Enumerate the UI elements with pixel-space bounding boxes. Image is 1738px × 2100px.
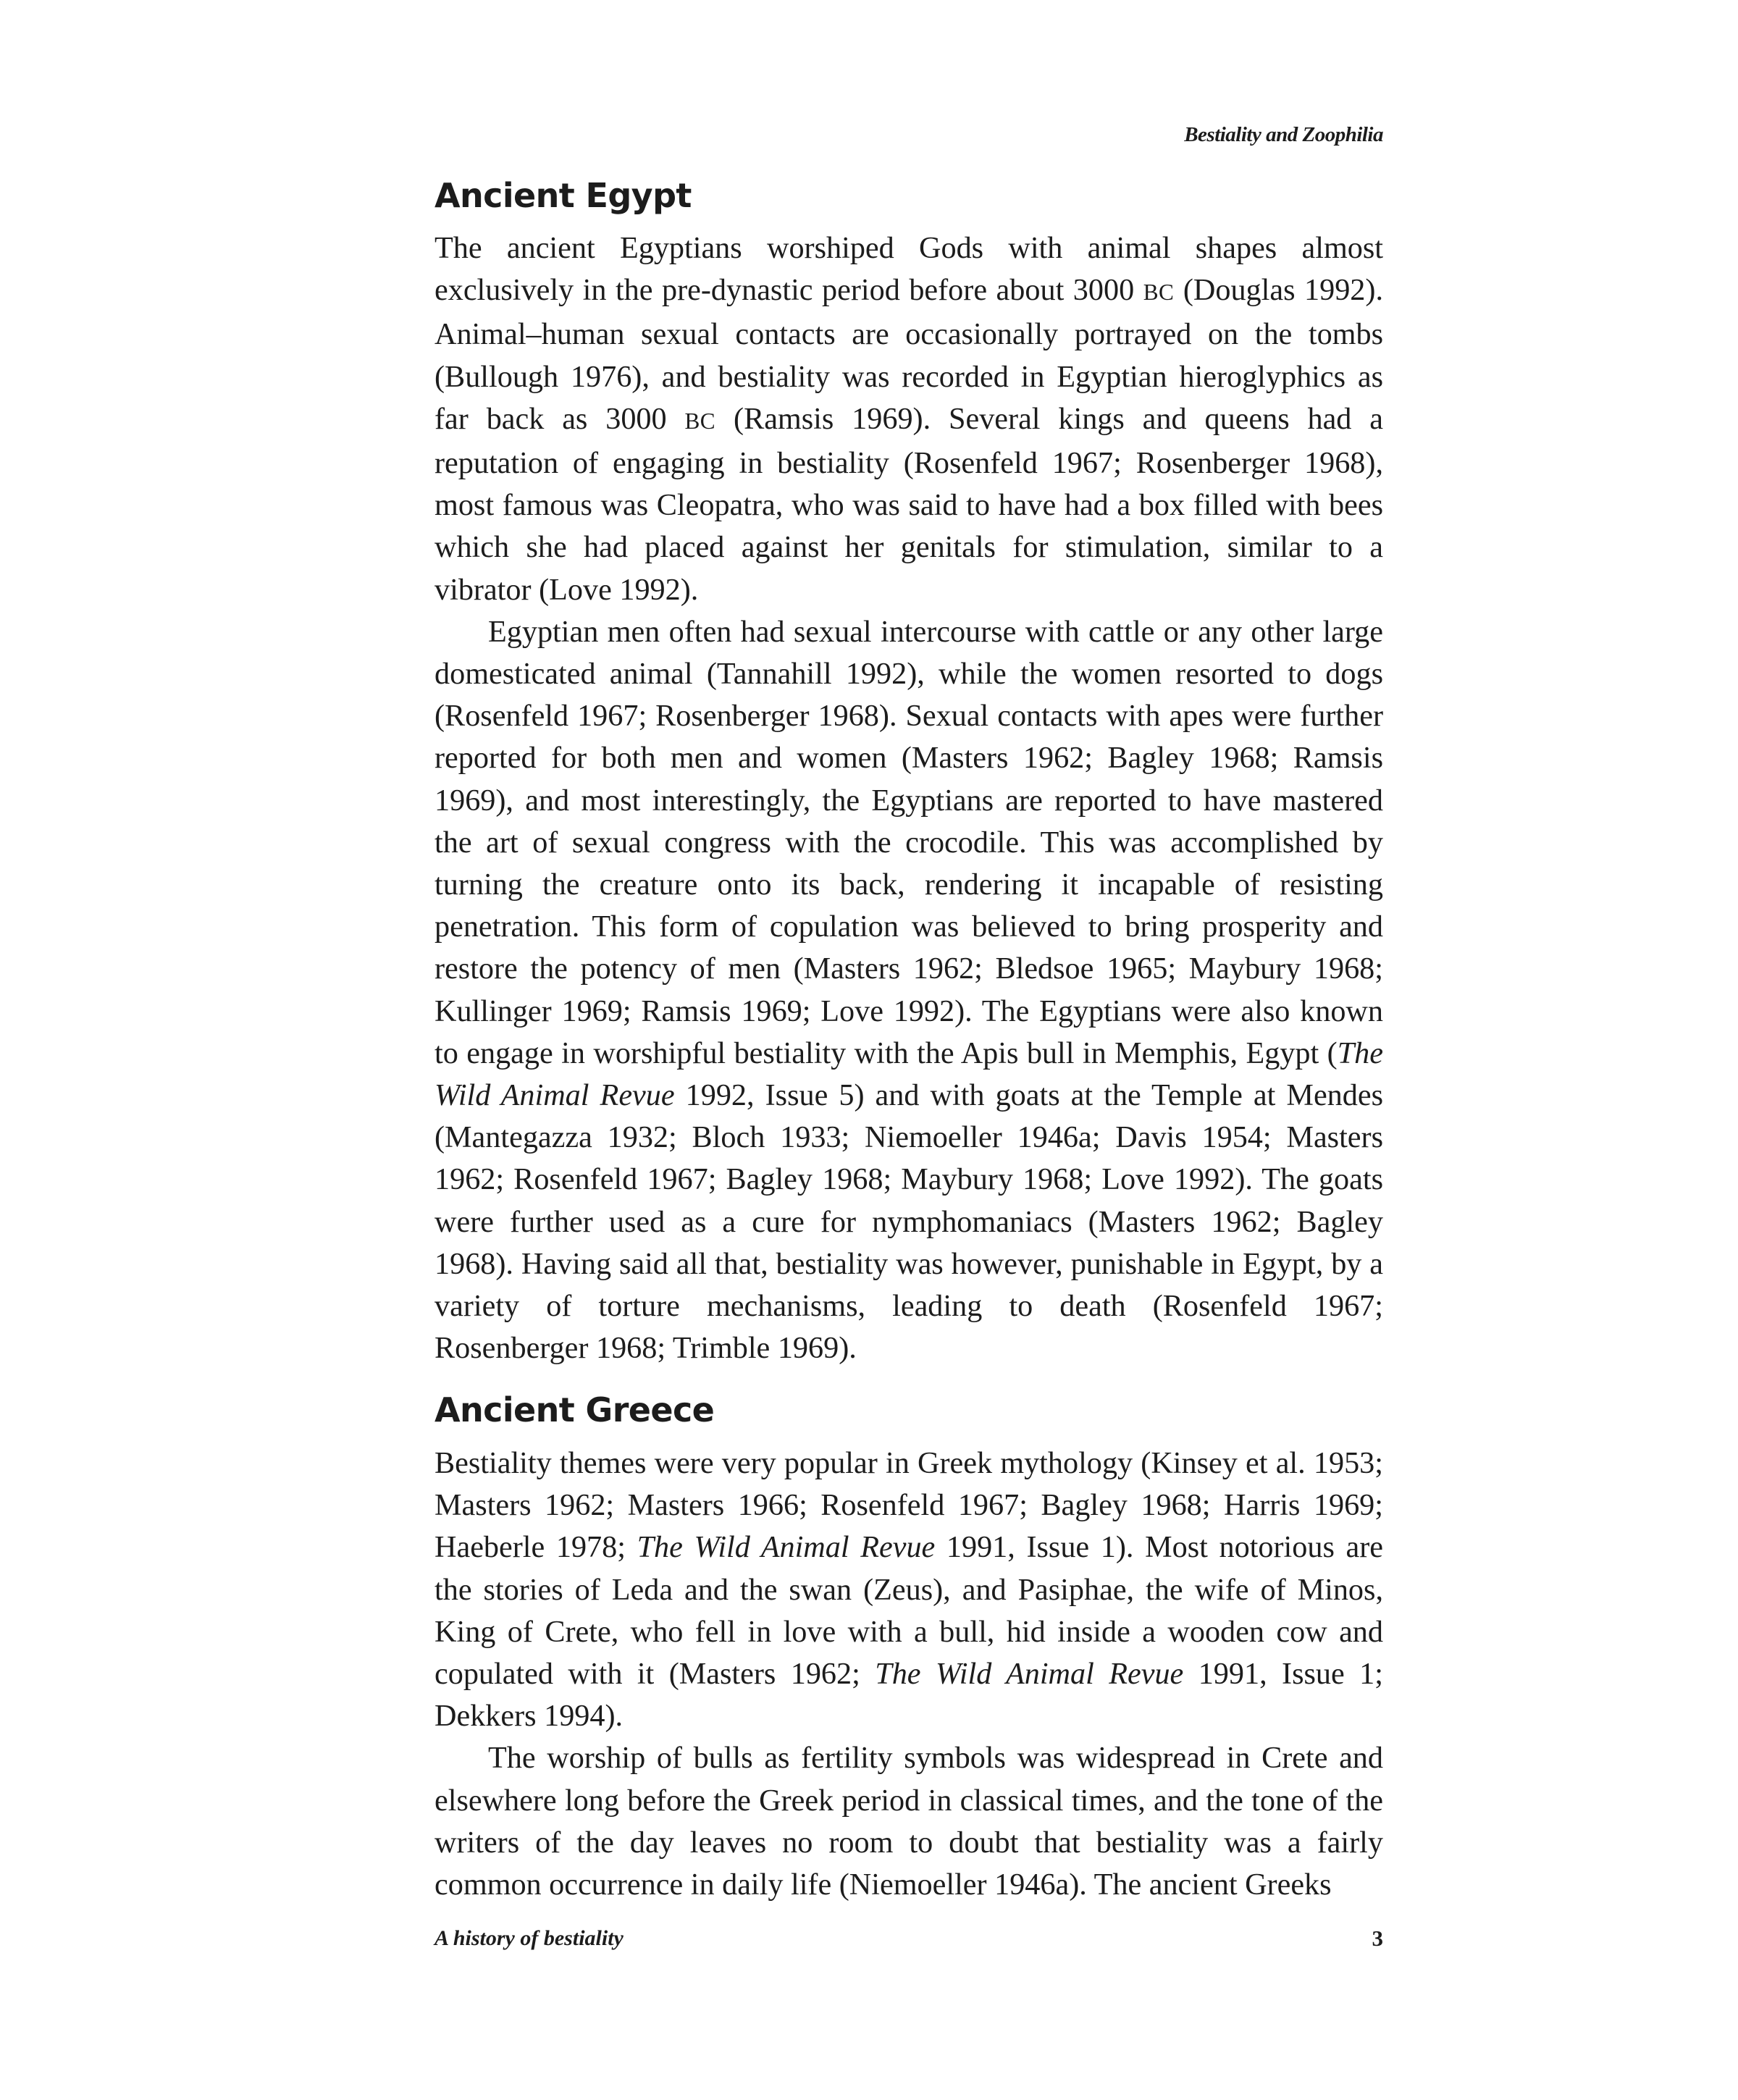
paragraph [434,611,1383,1370]
text-run: Egyptian men often had sexual intercourse with cattle or any other large domesticated animal (Tannahill 1992), while the women resorted to dogs (Rosenfeld 1967; Rosenberger 1968). Sexual contacts with apes were further reported for both men and women (Masters 1962; Bagley 1968; Ramsis 1969), and most interestingly, the Egyptians are reported to have mastered the art of sexual congress with the crocodile. This was accomplished by turning the creature onto its back, rendering it incapable of resisting penetration. This form of copulation was believed to bring prosperity and restore the potency of men (Masters 1962; Bledsoe 1965; Maybury 1968; Kullinger 1969; Ramsis 1969; Love 1992). The Egyptians were also known to engage in worshipful bestiality with the Apis bull in Memphis, Egypt ( [434,614,1383,1070]
paragraph [434,1737,1383,1906]
text-run: Bestiality themes were very popular in Greek mythology (Kinsey et al. 1953; Masters 1962; Masters 1966; Rosenfeld 1967; Bagley 1968; Harris 1969; Haeberle 1978; [434,1446,1383,1565]
text-run: The ancient Egyptians worshiped Gods with animal shapes almost exclusively in the pre-dynastic period before about 3000 [434,231,1383,308]
paragraph [434,1442,1383,1737]
text-run: The worship of bulls as fertility symbols was widespread in Crete and elsewhere long before the Greek period in classical times, and the tone of the writers of the day leaves no room to doubt that bestiality was a fairly common occurrence in daily life (Niemoeller 1946a). The ancient Greeks [434,1741,1383,1902]
text-run: (Ramsis 1969). Several kings and queens had a reputation of engaging in bestiality (Rosenfeld 1967; Rosenberger 1968), most famous was Cleopatra, who was said to have had a box filled with bees which she had placed against her genitals for stimulation, similar to a vibrator (Love 1992). [434,401,1384,607]
italic-title: The Wild Animal Revue [637,1530,936,1565]
section-body-ancient-greece [434,1442,1383,1906]
section-heading-ancient-greece: Ancient Greece [434,1390,715,1429]
section-body-ancient-egypt [434,227,1383,1369]
era-abbreviation: BC [1143,280,1175,306]
text-run: 1991, Issue 1; Dekkers 1994). [434,1657,1383,1734]
text-run: (Douglas 1992). Animal–human sexual contacts are occasionally portrayed on the tombs (Bullough 1976), and bestiality was recorded in Egyptian hieroglyphics as far back as 3000 [434,273,1383,436]
era-abbreviation: BC [684,408,716,434]
page-number: 3 [1372,1925,1383,1951]
paragraph [434,227,1383,611]
italic-title: The Wild Animal Revue [875,1657,1184,1692]
running-head: Bestiality and Zoophilia [1184,123,1383,146]
text-run: 1991, Issue 1). Most notorious are the stories of Leda and the swan (Zeus), and Pasiphae, the wife of Minos, King of Crete, who fell in love with a bull, hid inside a wooden cow and copulated with it (Masters 1962; [434,1530,1383,1692]
running-foot-book-title: A history of bestiality [434,1926,624,1950]
section-heading-ancient-egypt: Ancient Egypt [434,176,692,215]
italic-title: The Wild Animal Revue [434,1036,1383,1113]
text-run: 1992, Issue 5) and with goats at the Temple at Mendes (Mantegazza 1932; Bloch 1933; Niemoeller 1946a; Davis 1954; Masters 1962; Rosenfeld 1967; Bagley 1968; Maybury 1968; Love 1992). The goats were further used as a cure for nymphomaniacs (Masters 1962; Bagley 1968). Having said all that, bestiality was however, punishable in Egypt, by a variety of torture mechanisms, leading to death (Rosenfeld 1967; Rosenberger 1968; Trimble 1969). [434,1078,1383,1366]
